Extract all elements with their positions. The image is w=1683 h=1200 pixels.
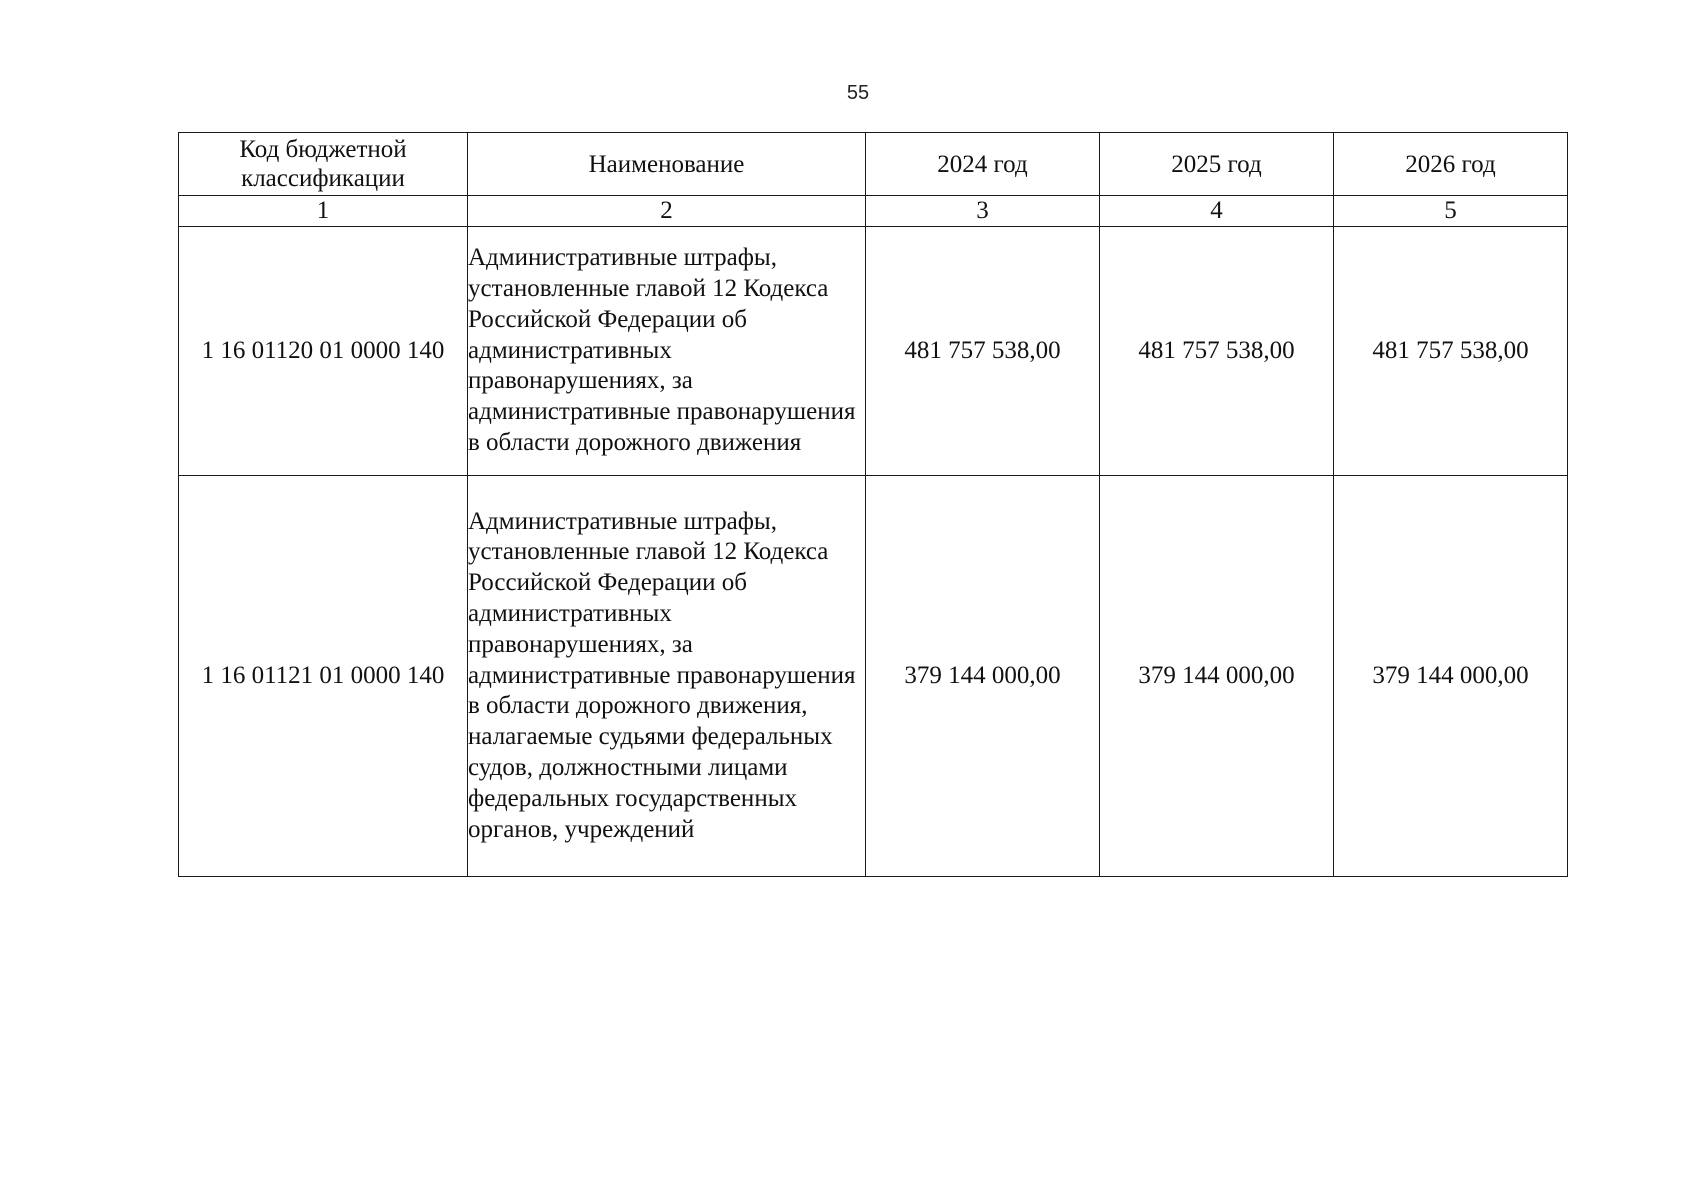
table-row — [179, 227, 1568, 476]
budget-code: 1 16 01121 01 0000 140 — [179, 476, 468, 877]
column-number: 3 — [866, 196, 1100, 227]
column-number-row — [179, 196, 1568, 227]
header-2026: 2026 год — [1334, 133, 1568, 196]
amount-2026: 481 757 538,00 — [1334, 227, 1568, 476]
amount-2025: 481 757 538,00 — [1100, 227, 1334, 476]
header-name: Наименование — [468, 133, 866, 196]
column-number: 4 — [1100, 196, 1334, 227]
item-name: Административные штрафы, установленные главой 12 Кодекса Российской Федерации об административных правонарушениях, за административные правонарушения в области дорожного движения, налагаемые судьями федеральных судов, должностными лицами федеральных государственных органов, учреждений — [468, 476, 866, 877]
amount-2024: 379 144 000,00 — [866, 476, 1100, 877]
header-code: Код бюджетной классификации — [179, 133, 468, 196]
page-number: 55 — [846, 82, 870, 104]
column-number: 1 — [179, 196, 468, 227]
column-number: 5 — [1334, 196, 1568, 227]
budget-code: 1 16 01120 01 0000 140 — [179, 227, 468, 476]
header-2024: 2024 год — [866, 133, 1100, 196]
amount-2024: 481 757 538,00 — [866, 227, 1100, 476]
table-header-row — [179, 133, 1568, 196]
budget-table — [178, 132, 1568, 877]
amount-2026: 379 144 000,00 — [1334, 476, 1568, 877]
amount-2025: 379 144 000,00 — [1100, 476, 1334, 877]
column-number: 2 — [468, 196, 866, 227]
item-name: Административные штрафы, установленные главой 12 Кодекса Российской Федерации об административных правонарушениях, за административные правонарушения в области дорожного движения — [468, 227, 866, 476]
table-row — [179, 476, 1568, 877]
header-2025: 2025 год — [1100, 133, 1334, 196]
